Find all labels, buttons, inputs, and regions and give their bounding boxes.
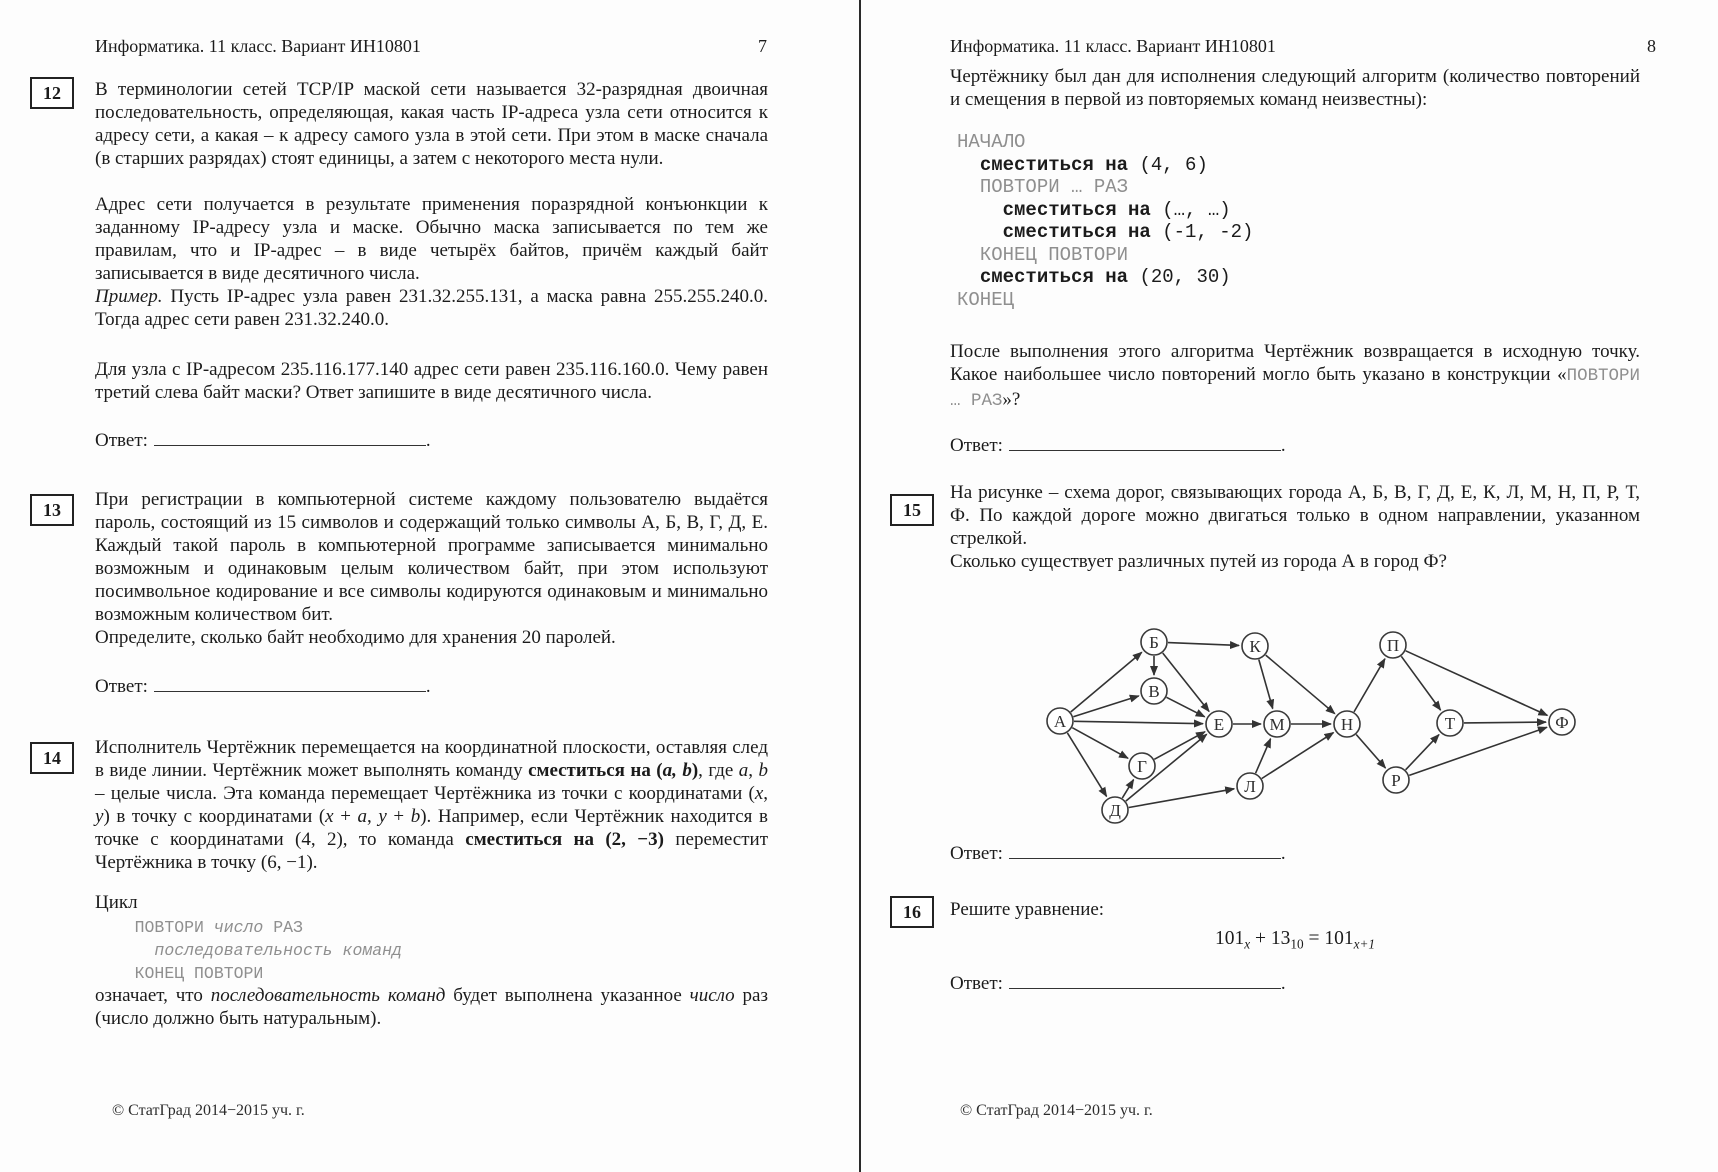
right-page-number: 8 <box>1647 36 1656 56</box>
road-edge-Н-П <box>1354 659 1385 712</box>
q14-question-paragraph: После выполнения этого алгоритма Чертёжник возвращается в исходную точку. Какое наибольшее число повторений могло быть указано в конструкции «ПОВТОРИ … РАЗ»? <box>950 341 1640 411</box>
road-edge-Р-Ф <box>1409 727 1547 775</box>
q15-paragraph-2: Сколько существует различных путей из города А в город Ф? <box>950 551 1447 572</box>
road-edge-П-Ф <box>1406 651 1548 716</box>
road-edge-А-В <box>1073 696 1139 717</box>
road-edge-К-М <box>1259 660 1273 709</box>
road-edge-В-Е <box>1167 697 1205 717</box>
page-divider <box>859 0 861 1172</box>
city-label-А: А <box>1053 712 1067 731</box>
answer-blank <box>154 676 426 692</box>
left-page-number: 7 <box>758 36 767 56</box>
answer-label: Ответ: <box>950 973 1003 994</box>
graph-nodes <box>1047 629 1575 823</box>
q13-paragraph-1: При регистрации в компьютерной системе каждому пользователю выдаётся пароль, состоящий из 15 символов и содержащий только символы А, Б, В, Г, Д, Е. Каждый такой пароль в компьютерной программе записывается минимально возможным и одинаковым целым количеством байт, при этом используют посимвольное кодирование и все символы кодируются одинаковым и минимально возможным количеством бит. <box>95 489 768 625</box>
city-label-Д: Д <box>1109 801 1121 820</box>
left-header-title: Информатика. 11 класс. Вариант ИН10801 <box>95 36 421 56</box>
city-label-В: В <box>1148 682 1160 701</box>
city-label-П: П <box>1386 636 1400 655</box>
question-16-number: 16 <box>903 901 921 922</box>
roads-graph <box>1020 605 1600 840</box>
question-15-number: 15 <box>903 499 921 520</box>
answer-label: Ответ: <box>950 435 1003 456</box>
question-14-box <box>30 742 74 774</box>
question-15-box <box>890 494 934 526</box>
right-page-header <box>950 36 1656 57</box>
city-label-Г: Г <box>1137 757 1147 776</box>
q13-answer-line: Ответ: . <box>95 676 431 697</box>
answer-blank <box>1009 843 1281 859</box>
road-edge-К-Н <box>1266 655 1335 714</box>
q16-equation: $101_x + 13_{10} = 101_{x+1}$ <box>1214 928 1376 952</box>
road-edge-Р-Т <box>1406 735 1439 770</box>
question-12-number: 12 <box>43 82 61 103</box>
road-edge-А-Б <box>1071 652 1142 712</box>
road-edge-Б-К <box>1168 643 1239 646</box>
left-page-footer: © СтатГрад 2014−2015 уч. г. <box>112 1102 305 1119</box>
question-14-number: 14 <box>43 747 61 768</box>
city-label-Ф: Ф <box>1555 713 1569 732</box>
question-13-box <box>30 494 74 526</box>
q16-answer-line: Ответ: . <box>950 973 1286 994</box>
q14-cycle-label: Цикл <box>95 892 138 913</box>
q15-answer-line: Ответ: . <box>950 843 1286 864</box>
q15-text <box>950 481 1640 573</box>
q14-answer-line: Ответ: . <box>950 435 1286 456</box>
city-label-Е: Е <box>1213 715 1225 734</box>
road-edge-Б-Е <box>1163 653 1209 712</box>
road-edge-Т-Ф <box>1464 722 1546 723</box>
q16-title: Решите уравнение: <box>950 899 1105 920</box>
answer-label: Ответ: <box>950 843 1003 864</box>
q14-paragraph-1: Исполнитель Чертёжник перемещается на координатной плоскости, оставляя след в виде линии. Чертёжник может выполнять команду сместиться на (a, b), где a, b – целые числа. Эта команда перемещает Чертёжника из точки с координатами (x, y) в точку с координатами (x + a, y + b). Например, если Чертёжник находится в точке с координатами (4, 2), то команда сместиться на (2, −3) переместит Чертёжника в точку (6, −1). <box>95 737 769 873</box>
q12-answer-line: Ответ: . <box>95 430 431 451</box>
q12-paragraph-1: В терминологии сетей TCP/IP маской сети называется 32-разрядная двоичная последовательность, определяющая, какая часть IP-адреса узла сети относится к адресу сети, а какая – к адресу самого узла в этой сети. При этом в маске сначала (в старших разрядах) стоят единицы, а затем с некоторого места нули. <box>95 79 768 169</box>
city-label-К: К <box>1249 637 1261 656</box>
q14-algorithm-code-block: НАЧАЛО сместиться на (4, 6) ПОВТОРИ … РАЗ сместиться на (…, …) сместиться на (-1, -2) КОНЕЦ ПОВТОРИ сместиться на (20, 30) КОНЕЦ <box>957 131 1254 311</box>
answer-blank <box>154 430 426 446</box>
city-label-М: М <box>1269 715 1285 734</box>
q15-paragraph-1: На рисунке – схема дорог, связывающих города А, Б, В, Г, Д, Е, К, Л, М, Н, П, Р, Т, Ф. По каждой дороге можно двигаться только в одном направлении, указанном стрелкой. <box>950 482 1640 549</box>
graph-edges <box>1067 643 1547 808</box>
answer-blank <box>1009 435 1281 451</box>
q14-algorithm-intro: Чертёжнику был дан для исполнения следующий алгоритм (количество повторений и смещения в первой из повторяемых команд неизвестны): <box>950 66 1640 110</box>
right-page-footer: © СтатГрад 2014−2015 уч. г. <box>960 1102 1153 1119</box>
city-label-Т: Т <box>1444 714 1456 733</box>
road-edge-Н-Р <box>1356 735 1385 769</box>
q14-paragraph-2: означает, что последовательность команд будет выполнена указанное число раз (число должно быть натуральным). <box>95 985 768 1029</box>
q12-example-paragraph: Пример. Пусть IP-адрес узла равен 231.32.255.131, а маска равна 255.255.240.0. Тогда адрес сети равен 231.32.240.0. <box>95 286 768 330</box>
road-edge-Г-Е <box>1154 732 1205 760</box>
road-edge-Л-Н <box>1262 733 1334 779</box>
answer-label: Ответ: <box>95 676 148 697</box>
q12-question-paragraph: Для узла с IP-адресом 235.116.177.140 адрес сети равен 235.116.160.0. Чему равен третий слева байт маски? Ответ запишите в виде десятичного числа. <box>95 359 768 403</box>
city-label-Б: Б <box>1149 633 1159 652</box>
right-header-title: Информатика. 11 класс. Вариант ИН10801 <box>950 36 1276 56</box>
road-edge-Д-Л <box>1129 789 1234 808</box>
q13-paragraph-2: Определите, сколько байт необходимо для хранения 20 паролей. <box>95 627 616 648</box>
city-label-Р: Р <box>1391 771 1401 790</box>
city-label-Н: Н <box>1340 715 1354 734</box>
road-edge-Л-М <box>1256 739 1271 774</box>
question-13-number: 13 <box>43 499 61 520</box>
road-edge-А-Е <box>1074 721 1203 723</box>
q12-paragraph-2: Адрес сети получается в результате применения поразрядной конъюнкции к заданному IP-адресу узла и маске. Обычно маска записывается по тем же правилам, что и IP-адрес – в виде четырёх байтов, причём каждый байт записывается в виде десятичного числа. <box>95 194 768 284</box>
answer-blank <box>1009 973 1281 989</box>
city-label-Л: Л <box>1244 777 1256 796</box>
answer-label: Ответ: <box>95 430 148 451</box>
question-16-box <box>890 896 934 928</box>
question-12-box <box>30 77 74 109</box>
left-page-header <box>95 36 767 57</box>
q14-cycle-code-block: ПОВТОРИ число РАЗ последовательность команд КОНЕЦ ПОВТОРИ <box>134 918 402 983</box>
